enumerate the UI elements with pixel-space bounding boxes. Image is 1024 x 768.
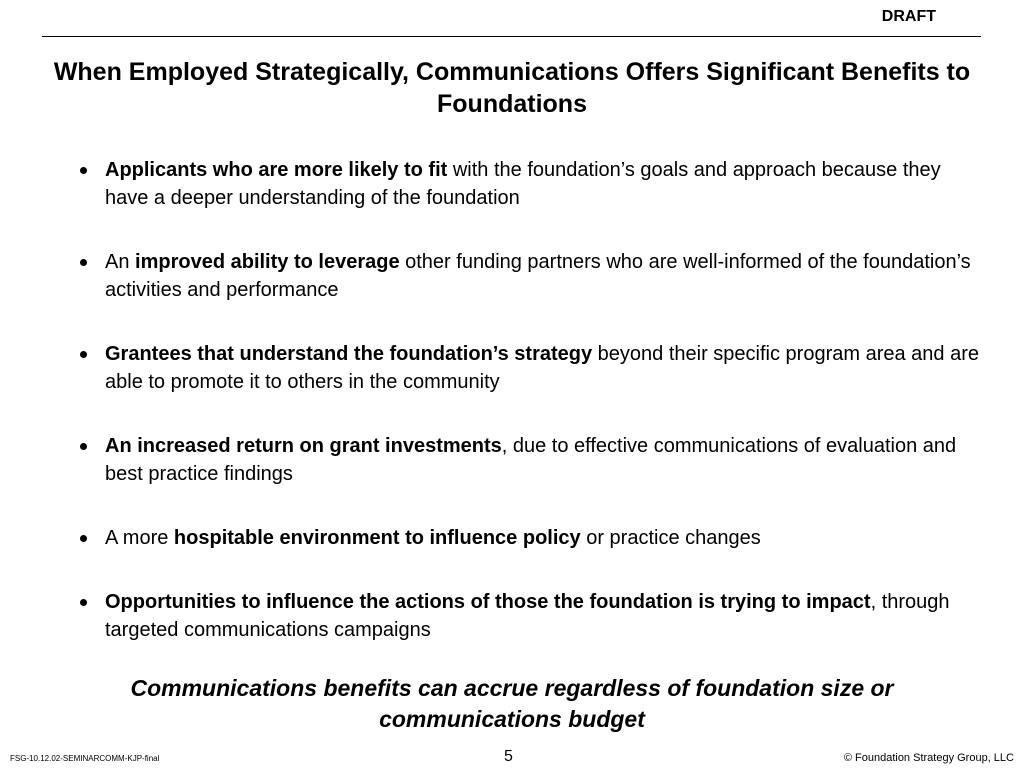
bullet-text-bold: An increased return on grant investments <box>105 435 502 457</box>
bullet-item <box>80 248 980 304</box>
bullet-text-post: other funding partners who are well-informed of the foundation’s activities and performance <box>105 251 971 301</box>
bullet-text-post: or practice changes <box>580 527 761 549</box>
bullet-dot-icon <box>80 259 87 266</box>
bullet-item <box>80 524 980 552</box>
bullet-dot-icon <box>80 535 87 542</box>
bullet-item <box>80 588 980 644</box>
header-divider <box>42 36 981 37</box>
bullet-text-bold: Applicants who are more likely to fit <box>105 159 448 181</box>
bullet-item <box>80 432 980 488</box>
bullet-dot-icon <box>80 351 87 358</box>
bullet-dot-icon <box>80 599 87 606</box>
draft-label: DRAFT <box>881 8 936 25</box>
page-number: 5 <box>504 748 513 765</box>
bullet-dot-icon <box>80 167 87 174</box>
bullet-text-bold: hospitable environment to influence policy <box>173 527 581 549</box>
conclusion-statement: Communications benefits can accrue regardless of foundation size or communications budget <box>130 675 894 732</box>
bullet-dot-icon <box>80 443 87 450</box>
slide-title: When Employed Strategically, Communications Offers Significant Benefits to Foundations <box>53 58 971 118</box>
bullet-item <box>80 156 980 212</box>
bullet-text-post: with the foundation’s goals and approach because they have a deeper understanding of the foundation <box>105 159 941 209</box>
bullet-text-bold: Grantees that understand the foundation’s strategy <box>105 343 593 365</box>
bullet-text-pre: An <box>105 251 136 273</box>
bullet-item <box>80 340 980 396</box>
bullet-text-bold: improved ability to leverage <box>135 251 400 273</box>
bullet-text-pre: A more <box>105 527 174 549</box>
copyright-notice: © Foundation Strategy Group, LLC <box>843 752 1014 764</box>
document-id: FSG-10.12.02-SEMINARCOMM-KJP-final <box>10 754 160 763</box>
bullet-text-post: , through targeted communications campaigns <box>105 591 950 641</box>
bullet-text-bold: Opportunities to influence the actions of those the foundation is trying to impact <box>105 591 871 613</box>
bullet-text-post: beyond their specific program area and are able to promote it to others in the community <box>105 343 979 393</box>
benefits-list <box>80 156 980 644</box>
bullet-text-post: , due to effective communications of evaluation and best practice findings <box>105 435 957 485</box>
